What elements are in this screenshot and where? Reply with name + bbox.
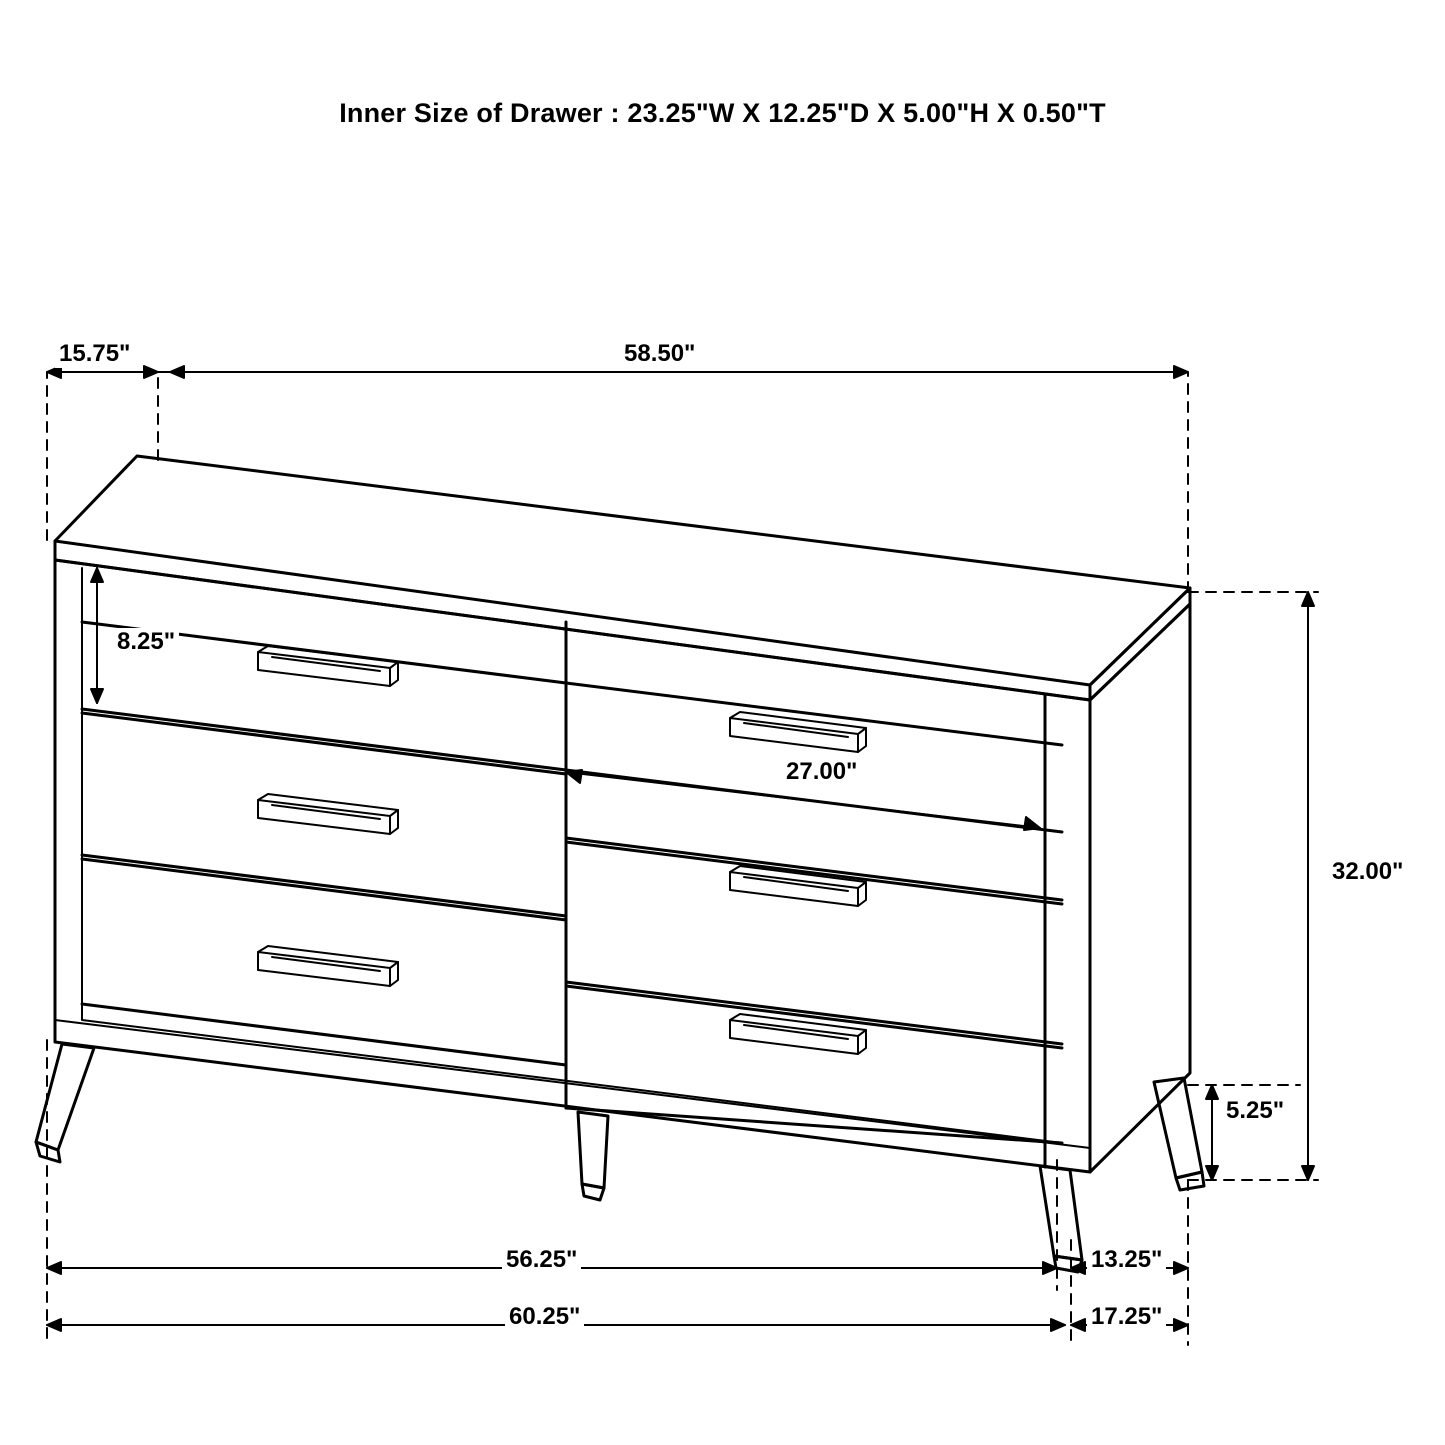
dimension-lines-bottom	[47, 1040, 1188, 1345]
page-title: Inner Size of Drawer : 23.25"W X 12.25"D X 5.00"H X 0.50"T	[339, 98, 1106, 128]
leg-front-right	[1040, 1166, 1082, 1272]
drawer-handle	[258, 794, 398, 834]
leg-back-right	[1154, 1078, 1204, 1190]
dim-label-depth-top: 15.75"	[55, 340, 134, 368]
leg-center	[578, 1112, 608, 1200]
dim-label-overall-depth: 17.25"	[1087, 1303, 1166, 1331]
drawer-handle	[258, 946, 398, 986]
dim-label-case-width: 56.25"	[502, 1246, 581, 1274]
dim-label-overall-width: 60.25"	[505, 1303, 584, 1331]
dresser-front-face	[55, 560, 1090, 1172]
dim-label-width-top: 58.50"	[620, 340, 699, 368]
drawer-dividers-right	[566, 683, 1062, 1143]
dimension-lines-top	[47, 366, 1188, 592]
leg-front-left	[36, 1044, 94, 1162]
dimension-drawer-height	[91, 568, 103, 703]
dim-label-overall-height: 32.00"	[1328, 858, 1407, 886]
dim-label-case-depth: 13.25"	[1087, 1246, 1166, 1274]
dimension-lines-right	[1188, 592, 1318, 1180]
dim-label-leg-height: 5.25"	[1222, 1097, 1288, 1125]
dim-label-drawer-height: 8.25"	[113, 628, 179, 656]
drawer-dividers-left	[82, 622, 566, 1065]
dresser-side-panel	[1045, 604, 1190, 1172]
dresser-top	[55, 456, 1190, 700]
dim-label-drawer-width: 27.00"	[782, 758, 861, 786]
